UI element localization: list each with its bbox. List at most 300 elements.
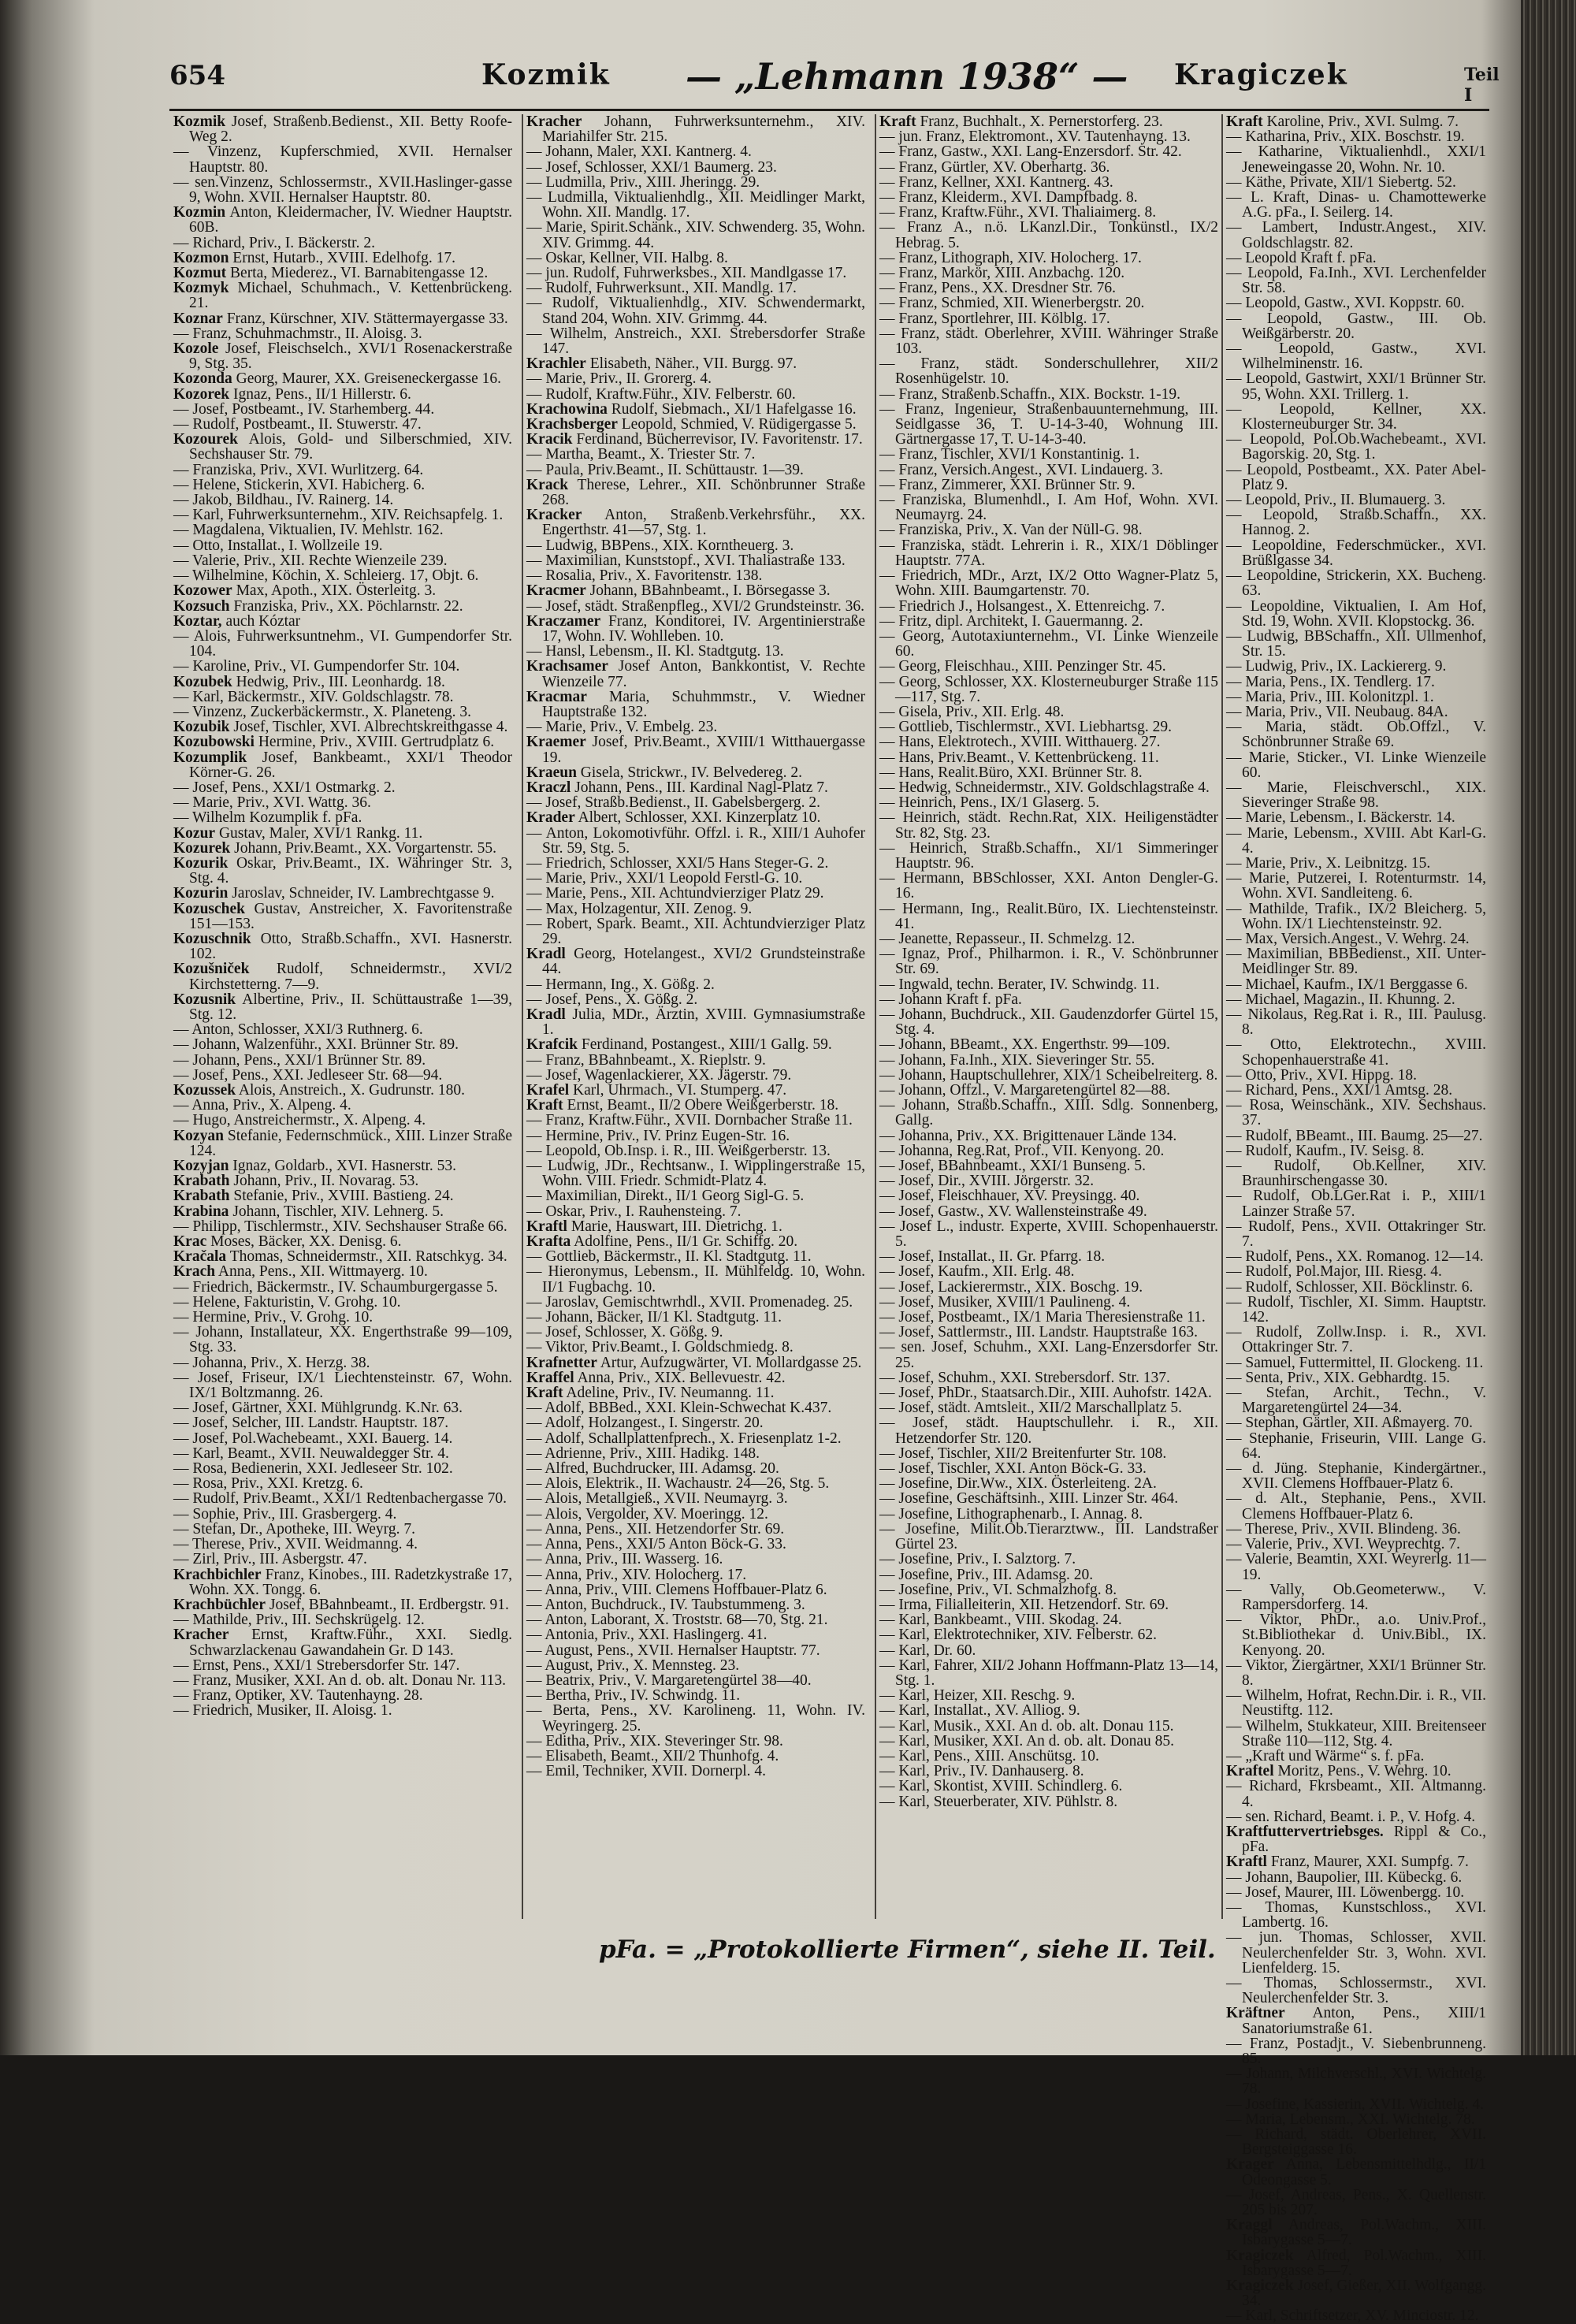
entry-text: — Georg, Fleischhau., XIII. Penzinger Str. 45. [879,658,1166,675]
directory-entry [526,1643,865,1658]
entry-text: Stefanie, Federnschmück., XIII. Linzer Straße 124. [189,1127,513,1159]
directory-entry [1226,2127,1486,2157]
entry-text: — Helene, Stickerin, XVI. Habicherg. 6. [173,476,426,493]
entry-text: — Hans, Priv.Beamt., V. Kettenbrückeng. 11. [879,749,1159,766]
entry-text: — Alois, Fuhrwerksuntnehm., VI. Gumpendorfer Str. 104. [173,627,512,660]
section-label: Teil I [1464,65,1500,106]
entry-text: — Josef, Tischler, XII/2 Breitenfurter Str. 108. [879,1445,1167,1462]
entry-text: Johann, Tischler, XIV. Lehnerg. 5. [232,1203,444,1220]
directory-entry [1226,2218,1486,2248]
entry-text: Artur, Aufzugwärter, VI. Mollardgasse 25. [600,1354,862,1371]
directory-entry [526,387,865,402]
entry-text: — Gisela, Priv., XII. Erlg. 48. [879,703,1065,720]
directory-entry [879,841,1218,871]
directory-entry [526,720,865,734]
directory-entry [879,1627,1218,1642]
entry-text: — Josef, Friseur, IX/1 Liechtensteinstr. 67, Wohn. IX/1 Boltzmanng. 26. [173,1369,512,1402]
entry-text: — Zirl, Priv., III. Asbergstr. 47. [173,1551,367,1568]
entry-text: — Michael, Kaufm., IX/1 Berggasse 6. [1226,976,1468,993]
directory-entry [526,1461,865,1476]
entry-text: — Josef, Pens., X. Gößg. 2. [526,991,698,1008]
directory-entry [173,1688,512,1703]
directory-entry [1226,1219,1486,1249]
entry-surname: Krafnetter [526,1354,597,1371]
entry-surname: Kraft [526,1385,563,1402]
entry-text: — Karl, Musik., XXI. An d. ob. alt. Donau 115. [879,1717,1174,1735]
directory-entry [1226,1824,1486,1854]
directory-entry [879,1219,1218,1249]
directory-entry [173,795,512,810]
entry-text: — Marie, Spirit.Schänk., XIV. Schwenderg. 35, Wohn. XIV. Grimmg. 44. [526,219,865,251]
directory-entry [879,205,1218,220]
directory-entry [526,977,865,992]
entry-text: — Josef, PhDr., Staatsarch.Dir., XIII. Auhofstr. 142A. [879,1385,1212,1402]
entry-text: Oskar, Priv.Beamt., IX. Währinger Str. 3, Stg. 4. [189,854,512,887]
entry-text: — Josef, Pol.Wachebeamt., XXI. Bauerg. 14. [173,1430,453,1447]
entry-text: — Valerie, Beamtin, XXI. Weyrerlg. 11—19. [1226,1551,1486,1583]
entry-text: — Stefan, Archit., Techn., V. Margaretengürtel 24—34. [1226,1385,1486,1417]
entry-text: — Johanna, Priv., XX. Brigittenauer Lände 134. [879,1127,1177,1144]
entry-text: — Anton, Laborant, X. Troststr. 68—70, Stg. 21. [526,1612,828,1629]
entry-text: — Paula, Priv.Beamt., II. Schüttaustr. 1—39. [526,461,804,478]
directory-entry [1226,1249,1486,1264]
entry-text: — Franz, städt. Sonderschullehrer, XII/2 Rosenhügelstr. 10. [879,355,1218,388]
entry-text: Franz, Kürschner, XIV. Stättermayergasse 33. [226,310,508,327]
entry-text: — Johann, Pens., XXI/1 Brünner Str. 89. [173,1051,426,1069]
entry-text: — Hieronymus, Lebensm., II. Mühlfeldg. 10, Wohn. II/1 Fugbachg. 10. [526,1263,865,1296]
entry-text: — Wilhelm, Anstreich., XXI. Strebersdorfer Straße 147. [526,325,865,358]
directory-entry [526,1113,865,1128]
directory-entry [879,599,1218,614]
directory-entry [879,1053,1218,1068]
directory-entry [1226,1976,1486,2006]
entry-surname: Kozmik [173,113,226,130]
entry-text: — jun. Franz, Elektromont., XV. Tautenhayng. 13. [879,128,1191,146]
entry-text: — Anna, Pens., XXI/5 Anton Böck-G. 33. [526,1536,786,1553]
entry-text: Franziska, Priv., XX. Pöchlarnstr. 22. [233,597,463,615]
directory-entry [173,266,512,281]
entry-text: — Johanna, Reg.Rat, Prof., VII. Kenyong. 20. [879,1142,1165,1159]
directory-entry [879,977,1218,992]
entry-text: — Leopold Kraft f. pFa. [1226,249,1377,266]
entry-surname: Krachsamer [526,658,608,675]
directory-entry [1226,2006,1486,2036]
entry-surname: Krac [173,1233,207,1251]
entry-text: — Franz, Kraftw.Führ., XVII. Dornbacher Straße 11. [526,1112,853,1129]
entry-surname: Kraft [879,113,916,130]
directory-entry [879,493,1218,522]
directory-entry [173,705,512,720]
directory-entry [526,1537,865,1552]
directory-entry [1226,675,1486,690]
directory-entry [879,1794,1218,1809]
entry-surname: Krachsberger [526,416,618,433]
entry-text: Johann, Priv.Beamt., XX. Vorgartenstr. 55. [234,839,497,857]
directory-entry [173,659,512,674]
entry-text: Alois, Anstreich., X. Gudrunstr. 180. [238,1082,465,1099]
directory-entry [1226,1612,1486,1658]
entry-text: — Leopold, Pol.Ob.Wachebeamt., XVI. Bagorskig. 20, Stg. 1. [1226,431,1486,463]
directory-entry [879,720,1218,734]
directory-entry [526,1098,865,1113]
entry-text: — Robert, Spark. Beamt., XII. Achtundvierziger Platz 29. [526,915,865,947]
directory-entry [879,1658,1218,1688]
entry-text: Anna, Lebensmittelhdlg., II/1 Odeongasse 5. [1242,2156,1486,2188]
directory-entry [1226,144,1486,174]
directory-entry [173,553,512,568]
entry-surname: Kozumplik [173,749,247,766]
directory-entry [173,690,512,705]
entry-surname: Kragiczek [1226,2278,1294,2295]
directory-entry [879,1719,1218,1734]
directory-entry [526,1385,865,1400]
entry-text: — Hugo, Anstreichermstr., X. Alpeng. 4. [173,1112,426,1129]
entry-text: — Anton, Buchdruck., IV. Taubstummeng. 3. [526,1596,805,1613]
directory-entry [879,1415,1218,1445]
column-divider [875,114,876,1919]
directory-entry [173,1325,512,1355]
directory-entry [173,114,512,144]
directory-entry [526,886,865,901]
directory-entry [526,1325,865,1340]
entry-text: — Josef, Dir., XVIII. Jörgerstr. 32. [879,1173,1095,1190]
directory-entry [173,856,512,886]
entry-text: — Anton, Lokomotivführ. Offzl. i. R., XIII/1 Auhofer Str. 59, Stg. 5. [526,824,865,857]
directory-entry [1226,1461,1486,1491]
directory-entry [879,1643,1218,1658]
entry-text: — Josef, Maurer, III. Löwenbergg. 10. [1226,1883,1465,1901]
entry-surname: Krack [526,476,569,493]
entry-text: Andreas, Pol.Wachm., XIII. Isbarygasse 5—7. [1242,2217,1486,2249]
entry-text: — Vally, Ob.Geometerww., V. Rampersdorferg. 14. [1226,1581,1486,1613]
directory-entry [173,961,512,991]
entry-text: Rudolf, Siebmach., XI/1 Hafelgasse 16. [611,400,857,418]
entry-text: — Maximilian, BBBedienst., XII. Unter-Meidlinger Str. 89. [1226,946,1486,978]
entry-text: — Josef, städt. Hauptschullehr. i. R., XII. Hetzendorfer Str. 120. [879,1415,1218,1447]
entry-text: — Heinrich, Pens., IX/1 Glaserg. 5. [879,794,1100,812]
directory-entry [173,1234,512,1249]
directory-entry [173,432,512,462]
entry-text: — Karl, Fahrer, XII/2 Johann Hoffmann-Platz 13—14, Stg. 1. [879,1657,1218,1689]
directory-entry [526,902,865,917]
directory-entry [526,190,865,220]
entry-surname: Kraeun [526,764,577,781]
entry-text: Leopold, Schmied, V. Rüdigergasse 5. [621,416,857,433]
entry-text: — Franziska, städt. Lehrerin i. R., XIX/1 Döblinger Hauptstr. 77A. [879,537,1218,569]
directory-entry [879,281,1218,296]
directory-entry [879,614,1218,629]
entry-text: — Karl, Bankbeamt., VIII. Skodag. 24. [879,1612,1122,1629]
directory-column-2 [526,114,865,1919]
directory-entry [1226,826,1486,856]
entry-text: — Maria, städt. Ob.Offzl., V. Schönbrunner Straße 69. [1226,719,1486,751]
directory-entry [1226,1068,1486,1083]
entry-text: — Josefine, Priv., VI. Schmalzhofg. 8. [879,1581,1117,1598]
column-divider [1221,114,1223,1919]
directory-entry [1226,1809,1486,1824]
entry-text: — Franz, Musiker, XXI. An d. ob. alt. Donau Nr. 113. [173,1671,507,1689]
entry-text: — Josefine, Geschäftsinh., XIII. Linzer Str. 464. [879,1490,1179,1508]
entry-text: — Marie, Pens., XII. Achtundvierziger Platz 29. [526,885,824,902]
directory-entry [173,1507,512,1522]
entry-text: — Friedrich, Bäckermstr., IV. Schaumburgergasse 5. [173,1278,498,1296]
directory-entry [173,1280,512,1295]
directory-entry [1226,810,1486,825]
entry-text: Anton, Kleidermacher, IV. Wiedner Hauptstr. 60B. [189,204,512,236]
header-rule [169,109,1489,111]
directory-entry [1226,1764,1486,1779]
entry-text: Johann, Fuhrwerksunternehm., XIV. Mariahilfer Str. 215. [542,113,865,146]
book-spine-edge [1521,0,1576,2055]
directory-entry [879,675,1218,705]
header-left-word: Kozmik [481,58,611,91]
entry-text: — L. Kraft, Dinas- u. Chamottewerke A.G. pFa., I. Seilerg. 14. [1226,189,1486,221]
entry-text: — Otto, Installat., I. Wollzeile 19. [173,537,383,554]
entry-surname: Kraggl [1226,2217,1273,2234]
entry-text: — Josef, Sattlermstr., III. Landstr. Hauptstraße 163. [879,1324,1199,1341]
entry-text: Rippl & Co., pFa. [1242,1823,1486,1856]
directory-entry [173,599,512,614]
entry-text: Max, Apoth., XIX. Österleitg. 3. [236,582,437,600]
entry-text: — Wilhelm, Hofrat, Rechn.Dir. i. R., VII. Neustiftg. 112. [1226,1687,1486,1720]
directory-entry [173,902,512,931]
entry-text: Rudolf, Schneidermstr., XVI/2 Kirchstetterng. 7—9. [189,961,513,993]
directory-entry [173,326,512,341]
entry-text: — Johann, Baupolier, III. Kübeckg. 6. [1226,1868,1463,1886]
directory-entry [879,1264,1218,1279]
directory-entry [526,1007,865,1037]
entry-text: — Franz, Kraftw.Führ., XVI. Thaliaimerg. 8. [879,204,1157,221]
entry-text: — Maria, Priv., VII. Neubaug. 84A. [1226,703,1448,720]
directory-entry [879,1597,1218,1612]
directory-entry [879,931,1218,946]
directory-entry [173,1113,512,1128]
directory-entry [1226,190,1486,220]
entry-text: — „Kraft und Wärme“ s. f. pFa. [1226,1747,1425,1764]
entry-text: — Josef, Pens., XXI. Jedleseer Str. 68—94. [173,1066,443,1084]
entry-text: — Rudolf, Pol.Major, III. Riesg. 4. [1226,1263,1442,1281]
directory-entry [173,992,512,1022]
directory-entry [526,1053,865,1068]
entry-text: — Vinzenz, Kupferschmied, XVII. Hernalser Hauptstr. 80. [173,143,512,176]
entry-text: — Marie, Fleischverschl., XIX. Sieveringer Straße 98. [1226,779,1486,812]
directory-entry [526,144,865,159]
entry-text: — Franziska, Priv., X. Van der Nüll-G. 98. [879,522,1143,539]
entry-text: — Ludwig, BBPens., XIX. Korntheuerg. 3. [526,537,794,554]
directory-entry [173,311,512,326]
directory-entry [879,1567,1218,1582]
directory-entry [1226,2097,1486,2112]
entry-surname: Krachler [526,355,586,373]
directory-entry [173,251,512,266]
entry-text: — Magdalena, Viktualien, IV. Mehlstr. 162. [173,522,444,539]
entry-text: — Karl, Bäckermstr., XIV. Goldschlagstr. 78. [173,688,454,705]
entry-text: — Karl, Dr. 60. [879,1642,976,1659]
entry-text: — Karl, Fuhrwerksunternehm., XIV. Reichsapfelg. 1. [173,507,504,524]
directory-entry [526,1627,865,1642]
directory-entry [173,508,512,522]
entry-surname: Kracmer [526,582,586,600]
entry-text: — Johann, Buchdruck., XII. Gaudenzdorfer Gürtel 15, Stg. 4. [879,1006,1218,1039]
entry-text: — Josefine, Milit.Ob.Tierarztww., III. Landstraßer Gürtel 23. [879,1520,1218,1553]
entry-text: Josef, Bankbeamt., XXI/1 Theodor Körner-G. 26. [189,749,513,781]
entry-text: Moses, Bäcker, XX. Denisg. 6. [210,1233,402,1251]
directory-entry [879,1764,1218,1779]
entry-text: — Jeanette, Repasseur., II. Schmelzg. 12. [879,930,1136,947]
entry-text: — sen. Richard, Beamt. i. P., V. Hofg. 4. [1226,1808,1476,1825]
entry-text: — Viktor, PhDr., a.o. Univ.Prof., St.Bibliothekar d. Univ.Bibl., IX. Kenyong. 20. [1226,1612,1486,1659]
entry-text: — Josef, Andreas, Pens., X. Quellenstr. 205 bis 207. [1226,2186,1486,2219]
entry-surname: Kozorek [173,385,230,403]
entry-surname: Kozower [173,582,232,600]
directory-entry [526,1446,865,1461]
directory-entry [879,220,1218,250]
directory-entry [526,856,865,871]
directory-entry [173,1431,512,1446]
directory-entry [173,675,512,690]
entry-text: Alois, Gold- und Silberschmied, XIV. Sechshauser Str. 79. [189,431,512,463]
footer-note: pFa. = „Protokollierte Firmen“, siehe II. Teil. [599,1935,1216,1964]
directory-entry [1226,1930,1486,1976]
entry-text: — Friedrich J., Holsangest., X. Ettenreichg. 7. [879,597,1165,615]
entry-surname: Kraffel [526,1369,574,1386]
entry-text: — Sophie, Priv., III. Grasbergerg. 4. [173,1505,397,1523]
entry-text: — Alois, Vergolder, XV. Moeringg. 12. [526,1505,768,1523]
entry-text: Jaroslav, Schneider, IV. Lambrechtgasse 9. [232,885,495,902]
directory-entry [879,568,1218,598]
directory-entry [173,478,512,493]
entry-text: Josef, Priv.Beamt., XVIII/1 Witthauergasse 19. [542,734,866,766]
directory-entry [1226,493,1486,508]
entry-text: — Rudolf, Priv.Beamt., XXI/1 Redtenbachergasse 70. [173,1490,507,1508]
entry-surname: Kraft [1226,113,1263,130]
directory-entry [526,251,865,266]
entry-surname: Kozurik [173,854,229,872]
entry-text: Karoline, Priv., XVI. Sulmg. 7. [1266,113,1459,130]
entry-surname: Kozussek [173,1082,236,1099]
entry-surname: Krachbichler [173,1566,262,1583]
entry-text: — August, Priv., X. Mennsteg. 23. [526,1657,740,1674]
entry-text: — Karoline, Priv., VI. Gumpendorfer Str. 104. [173,658,460,675]
entry-text: — Josef, Schlosser, X. Gößg. 9. [526,1324,723,1341]
directory-entry [173,1355,512,1370]
entry-text: — Johann, Fa.Inh., XIX. Sieveringer Str. 55. [879,1051,1155,1069]
directory-title: — „Lehmann 1938“ — [686,55,1128,98]
directory-entry [1226,568,1486,598]
entry-text: — Franz, Versich.Angest., XVI. Lindauerg. 3. [879,461,1163,478]
entry-text: — Hedwig, Schneidermstr., XIV. Goldschlagstraße 4. [879,779,1210,796]
entry-text: — Bertha, Priv., IV. Schwindg. 11. [526,1687,741,1705]
entry-text: — Josef, Kaufm., XII. Erlg. 48. [879,1263,1075,1281]
directory-entry [526,946,865,976]
entry-text: — Rudolf, Pens., XVII. Ottakringer Str. 7. [1226,1218,1486,1251]
entry-text: — Marie, Priv., XXI/1 Leopold Ferstl-G. 10. [526,870,803,887]
entry-surname: Kozmin [173,204,226,221]
entry-text: — Marie, Priv., X. Leibnitzg. 15. [1226,854,1431,872]
entry-text: — Franz, Ingenieur, Straßenbauunternehmung, III. Seidlgasse 36, T. U-14-3-40, Wohnung III. Gärtnergasse 17, T. U-14-3-40. [879,400,1218,448]
directory-entry [1226,1522,1486,1537]
entry-text: — Franziska, Blumenhdl., I. Am Hof, Wohn. XVI. Neumayrg. 24. [879,492,1218,524]
entry-text: — Viktor, Ziergärtner, XXI/1 Brünner Str. 8. [1226,1657,1486,1689]
directory-entry [526,1658,865,1673]
directory-entry [1226,992,1486,1007]
directory-entry [1226,432,1486,462]
directory-entry [526,614,865,644]
entry-text: Albert, Schlosser, XXI. Kinzerplatz 10. [578,809,821,827]
directory-entry [526,1431,865,1446]
directory-entry [526,1703,865,1733]
directory-entry [173,1491,512,1506]
entry-text: Adolfine, Pens., II/1 Gr. Schiffg. 20. [574,1233,798,1251]
entry-surname: Krager [1226,2156,1274,2173]
directory-entry [526,1415,865,1430]
directory-entry [879,311,1218,326]
entry-text: — Hansl, Lebensm., II. Kl. Stadtgutg. 13. [526,643,784,660]
directory-entry [526,583,865,598]
entry-text: Anna, Pens., XII. Wittmayerg. 10. [217,1263,428,1281]
directory-entry [1226,2157,1486,2187]
directory-entry [879,463,1218,478]
directory-entry [879,387,1218,402]
entry-text: — Alois, Elektrik., II. Wachaustr. 24—26, Stg. 5. [526,1475,830,1493]
entry-text: — Marie, Sticker., VI. Linke Wienzeile 60. [1226,749,1486,781]
entry-text: — Johann, Installateur, XX. Engerthstraße 99—109, Stg. 33. [173,1324,512,1356]
entry-text: — d. Alt., Stephanie, Pens., XVII. Clemens Hoffbauer-Platz 6. [1226,1490,1486,1523]
entry-text: — Valerie, Priv., XVI. Weyprechtg. 7. [1226,1536,1461,1553]
entry-text: — Johanna, Priv., X. Herzg. 38. [173,1354,370,1371]
directory-entry [526,871,865,886]
entry-text: — Gottlieb, Tischlermstr., XVI. Liebhartsg. 29. [879,719,1173,736]
directory-entry [526,508,865,537]
entry-text: Otto, Straßb.Schaffn., XVI. Hasnerstr. 102. [189,930,512,963]
directory-entry [1226,1688,1486,1718]
directory-entry [173,402,512,417]
entry-text: — Elisabeth, Beamt., XII/2 Thunhofg. 4. [526,1747,779,1764]
entry-surname: Kračala [173,1248,227,1266]
directory-entry [526,810,865,825]
entry-surname: Kozmyk [173,280,229,297]
entry-text: Ignaz, Pens., II/1 Hillerstr. 6. [233,385,411,403]
entry-text: — Karl, Beamt., XVII. Neuwaldegger Str. 4. [173,1445,449,1462]
entry-surname: Kraftfuttervertriebsges. [1226,1823,1384,1840]
directory-entry [526,1264,865,1294]
entry-text: — Katharina, Priv., XIX. Boschstr. 19. [1226,128,1465,146]
entry-text: — Josef, Schlosser, XXI/1 Baumerg. 23. [526,158,777,176]
entry-text: — sen. Josef, Schuhm., XXI. Lang-Enzersdorfer Str. 25. [879,1339,1218,1371]
entry-surname: Kozurin [173,885,229,902]
directory-entry [1226,1355,1486,1370]
directory-entry [526,826,865,856]
directory-entry [173,463,512,478]
directory-entry [879,1552,1218,1567]
directory-entry [1226,750,1486,780]
entry-text: Ernst, Hutarb., XVIII. Edelhofg. 17. [232,249,455,266]
entry-text: Josef, Gießer, XII. Wolfgangg. 34. [1242,2278,1487,2310]
directory-entry [879,659,1218,674]
entry-text: — Ingwald, techn. Berater, IV. Schwindg. 11. [879,976,1160,993]
entry-text: — Hans, Elektrotech., XVIII. Witthauerg. 27. [879,734,1161,751]
entry-text: — Beatrix, Priv., V. Margaretengürtel 38—40. [526,1671,812,1689]
directory-entry [1226,1431,1486,1461]
directory-entry [173,1537,512,1552]
entry-text: Josef, Straßenb.Bedienst., XII. Betty Roofe-Weg 2. [189,113,512,146]
directory-entry [173,1053,512,1068]
entry-text: — Karl, Heizer, XII. Reschg. 9. [879,1687,1076,1705]
entry-surname: Kozuschnik [173,930,251,947]
entry-text: — Otto, Priv., XVI. Hippg. 18. [1226,1066,1417,1084]
directory-entry [173,1310,512,1325]
directory-entry [879,114,1218,129]
